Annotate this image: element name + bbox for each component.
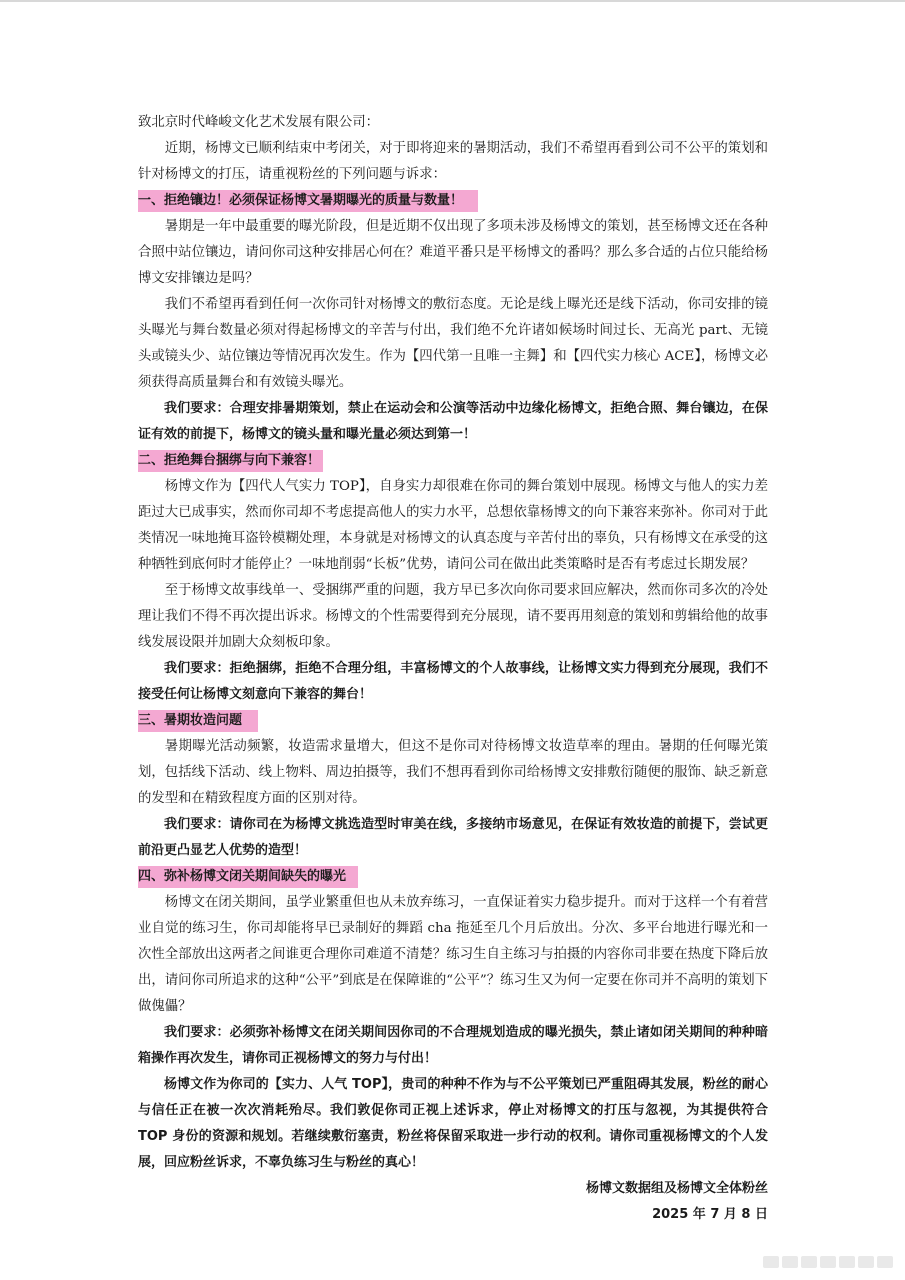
section-heading-2: 二、拒绝舞台捆绑与向下兼容！ — [138, 450, 323, 472]
section-1-paragraph-2: 我们不希望再看到任何一次你司针对杨博文的敷衍态度。无论是线上曝光还是线下活动，你司安排的镜头曝光与舞台数量必须对得起杨博文的辛苦与付出，我们绝不允许诸如候场时间过长、无高光 part、无镜头或镜头少、站位镶边等情况再次发生。作为【四代第一且唯一主舞】和【四代实力核心 ACE】，杨博文必须获得高质量舞台和有效镜头曝光。 — [138, 297, 768, 390]
section-3-demand: 我们要求：请你司在为杨博文挑选造型时审美在线，多接纳市场意见，在保证有效妆造的前提下，尝试更前沿更凸显艺人优势的造型！ — [138, 817, 768, 858]
section-heading-3: 三、暑期妆造问题 — [138, 710, 258, 732]
section-2-paragraph-1: 杨博文作为【四代人气实力 TOP】，自身实力却很难在你司的舞台策划中展现。杨博文与他人的实力差距过大已成事实，然而你司却不考虑提高他人的实力水平，总想依靠杨博文的向下兼容来弥补。你司对于此类情况一味地掩耳盗铃模糊处理，本身就是对杨博文的认真态度与辛苦付出的辜负，只有杨博文在承受的这种牺牲到底何时才能停止？一味地削弱“长板”优势，请问公司在做出此类策略时是否有考虑过长期发展？ — [138, 479, 768, 572]
section-heading-1: 一、拒绝镶边！必须保证杨博文暑期曝光的质量与数量！ — [138, 190, 478, 212]
section-heading-4: 四、弥补杨博文闭关期间缺失的曝光 — [138, 866, 358, 888]
section-1-paragraph-1: 暑期是一年中最重要的曝光阶段，但是近期不仅出现了多项未涉及杨博文的策划，甚至杨博文还在各种合照中站位镶边，请问你司这种安排居心何在？难道平番只是平杨博文的番吗？那么多合适的占位只能给杨博文安排镶边是吗？ — [138, 219, 768, 286]
date: 2025 年 7 月 8 日 — [652, 1207, 768, 1222]
watermark — [763, 1256, 893, 1268]
section-1-demand: 我们要求：合理安排暑期策划，禁止在运动会和公演等活动中边缘化杨博文，拒绝合照、舞台镶边，在保证有效的前提下，杨博文的镜头量和曝光量必须达到第一！ — [138, 401, 768, 442]
closing-paragraph: 杨博文作为你司的【实力、人气 TOP】，贵司的种种不作为与不公平策划已严重阻碍其发展，粉丝的耐心与信任正在被一次次消耗殆尽。我们敦促你司正视上述诉求，停止对杨博文的打压与忽视，为其提供符合 TOP 身份的资源和规划。若继续敷衍塞责，粉丝将保留采取进一步行动的权利。请你司重视杨博文的个人发展，回应粉丝诉求，不辜负练习生与粉丝的真心！ — [138, 1077, 768, 1170]
section-2-demand: 我们要求：拒绝捆绑，拒绝不合理分组，丰富杨博文的个人故事线，让杨博文实力得到充分展现，我们不接受任何让杨博文刻意向下兼容的舞台！ — [138, 661, 768, 702]
section-3-paragraph-1: 暑期曝光活动频繁，妆造需求量增大，但这不是你司对待杨博文妆造草率的理由。暑期的任何曝光策划，包括线下活动、线上物料、周边拍摄等，我们不想再看到你司给杨博文安排敷衍随便的服饰、缺乏新意的发型和在精致程度方面的区别对待。 — [138, 739, 768, 806]
intro-paragraph: 近期，杨博文已顺利结束中考闭关，对于即将迎来的暑期活动，我们不希望再看到公司不公平的策划和针对杨博文的打压，请重视粉丝的下列问题与诉求： — [138, 141, 768, 182]
letter-body — [138, 110, 768, 1228]
signature: 杨博文数据组及杨博文全体粉丝 — [585, 1181, 768, 1196]
page-top-edge — [0, 0, 905, 2]
section-4-demand: 我们要求：必须弥补杨博文在闭关期间因你司的不合理规划造成的曝光损失，禁止诸如闭关期间的种种暗箱操作再次发生，请你司正视杨博文的努力与付出！ — [138, 1025, 768, 1066]
salutation: 致北京时代峰峻文化艺术发展有限公司： — [138, 115, 380, 130]
section-4-paragraph-1: 杨博文在闭关期间，虽学业繁重但也从未放弃练习，一直保证着实力稳步提升。而对于这样一个有着营业自觉的练习生，你司却能将早已录制好的舞蹈 cha 拖延至几个月后放出。分次、多平台地进行曝光和一次性全部放出这两者之间谁更合理你司难道不清楚？练习生自主练习与拍摄的内容你司非要在热度下降后放出，请问你司所追求的这种“公平”到底是在保障谁的“公平”？练习生又为何一定要在你司并不高明的策划下做傀儡？ — [138, 895, 768, 1014]
section-2-paragraph-2: 至于杨博文故事线单一、受捆绑严重的问题，我方早已多次向你司要求回应解决，然而你司多次的冷处理让我们不得不再次提出诉求。杨博文的个性需要得到充分展现，请不要再用刻意的策划和剪辑给他的故事线发展设限并加剧大众刻板印象。 — [138, 583, 768, 650]
